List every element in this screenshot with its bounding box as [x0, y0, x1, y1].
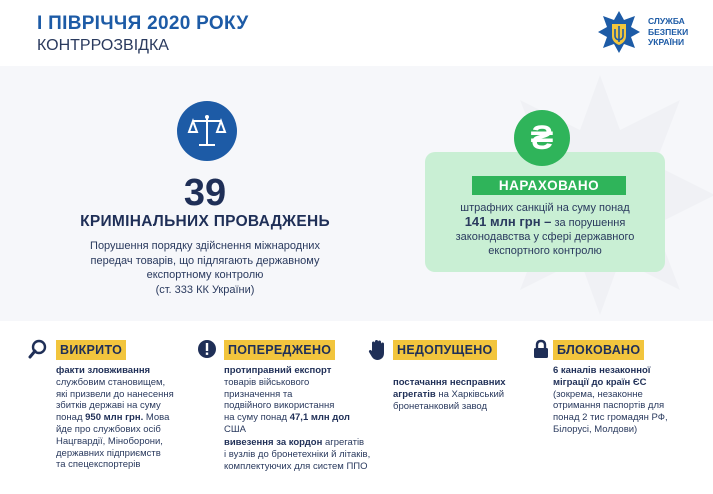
fines-amount: 141 млн грн –: [464, 214, 552, 229]
cases-description: Порушення порядку здійснення міжнародних передач товарів, що підлягають державному експортному контролю (ст. 333 КК України): [90, 240, 320, 296]
col-text-not-allowed: постачання несправних агрегатів на Харківський бронетанковий завод: [393, 377, 506, 412]
col-text-prevented: протиправний експорт товарів військового призначення та подвійного використання на суму понад 47,1 млн дол США: [224, 365, 350, 435]
hryvnia-icon: ₴: [514, 110, 570, 166]
header: [0, 0, 713, 66]
cases-caption: КРИМІНАЛЬНИХ ПРОВАДЖЕНЬ: [80, 213, 330, 230]
fines-text: штрафних санкцій на суму понад 141 млн грн – за порушення законодавства у сфері державного експортного контролю: [455, 202, 635, 257]
col-label-exposed: ВИКРИТО: [56, 340, 126, 360]
logo-text: СЛУЖБА БЕЗПЕКИ УКРАЇНИ: [648, 16, 689, 47]
sbu-emblem-icon: [597, 10, 641, 54]
magnifier-icon: [28, 339, 48, 359]
col-label-not-allowed: НЕДОПУЩЕНО: [393, 340, 497, 360]
fines-label: НАРАХОВАНО: [472, 176, 626, 195]
page-title: І ПІВРІЧЧЯ 2020 РОКУ: [37, 13, 249, 34]
col-text-prevented-2: вивезення за кордон агрегатів і вузлів до бронетехніки й літаків, комплектуючих для систем ППО: [224, 437, 371, 472]
col-text-exposed: факти зловживання службовим становищем, які призвели до нанесення збитків державі на суму понад 950 млн грн. Мова йде про службових осіб Нацгвардії, Міноборони, державних підприємств та спецекспортерів: [56, 365, 174, 471]
col-text-blocked: 6 каналів незаконної міграції до країн ЄС (зокрема, незаконне отримання паспортів для понад 2 тис громадян РФ, Білорусі, Молдови): [553, 365, 668, 435]
col-label-blocked: БЛОКОВАНО: [553, 340, 644, 360]
scales-icon: [177, 101, 237, 161]
lock-icon: [532, 339, 550, 359]
col-label-prevented: ПОПЕРЕДЖЕНО: [224, 340, 335, 360]
cases-number: 39: [183, 172, 227, 214]
hand-stop-icon: [368, 339, 388, 361]
warning-icon: [197, 339, 217, 359]
page-subtitle: КОНТРРОЗВІДКА: [37, 37, 169, 54]
